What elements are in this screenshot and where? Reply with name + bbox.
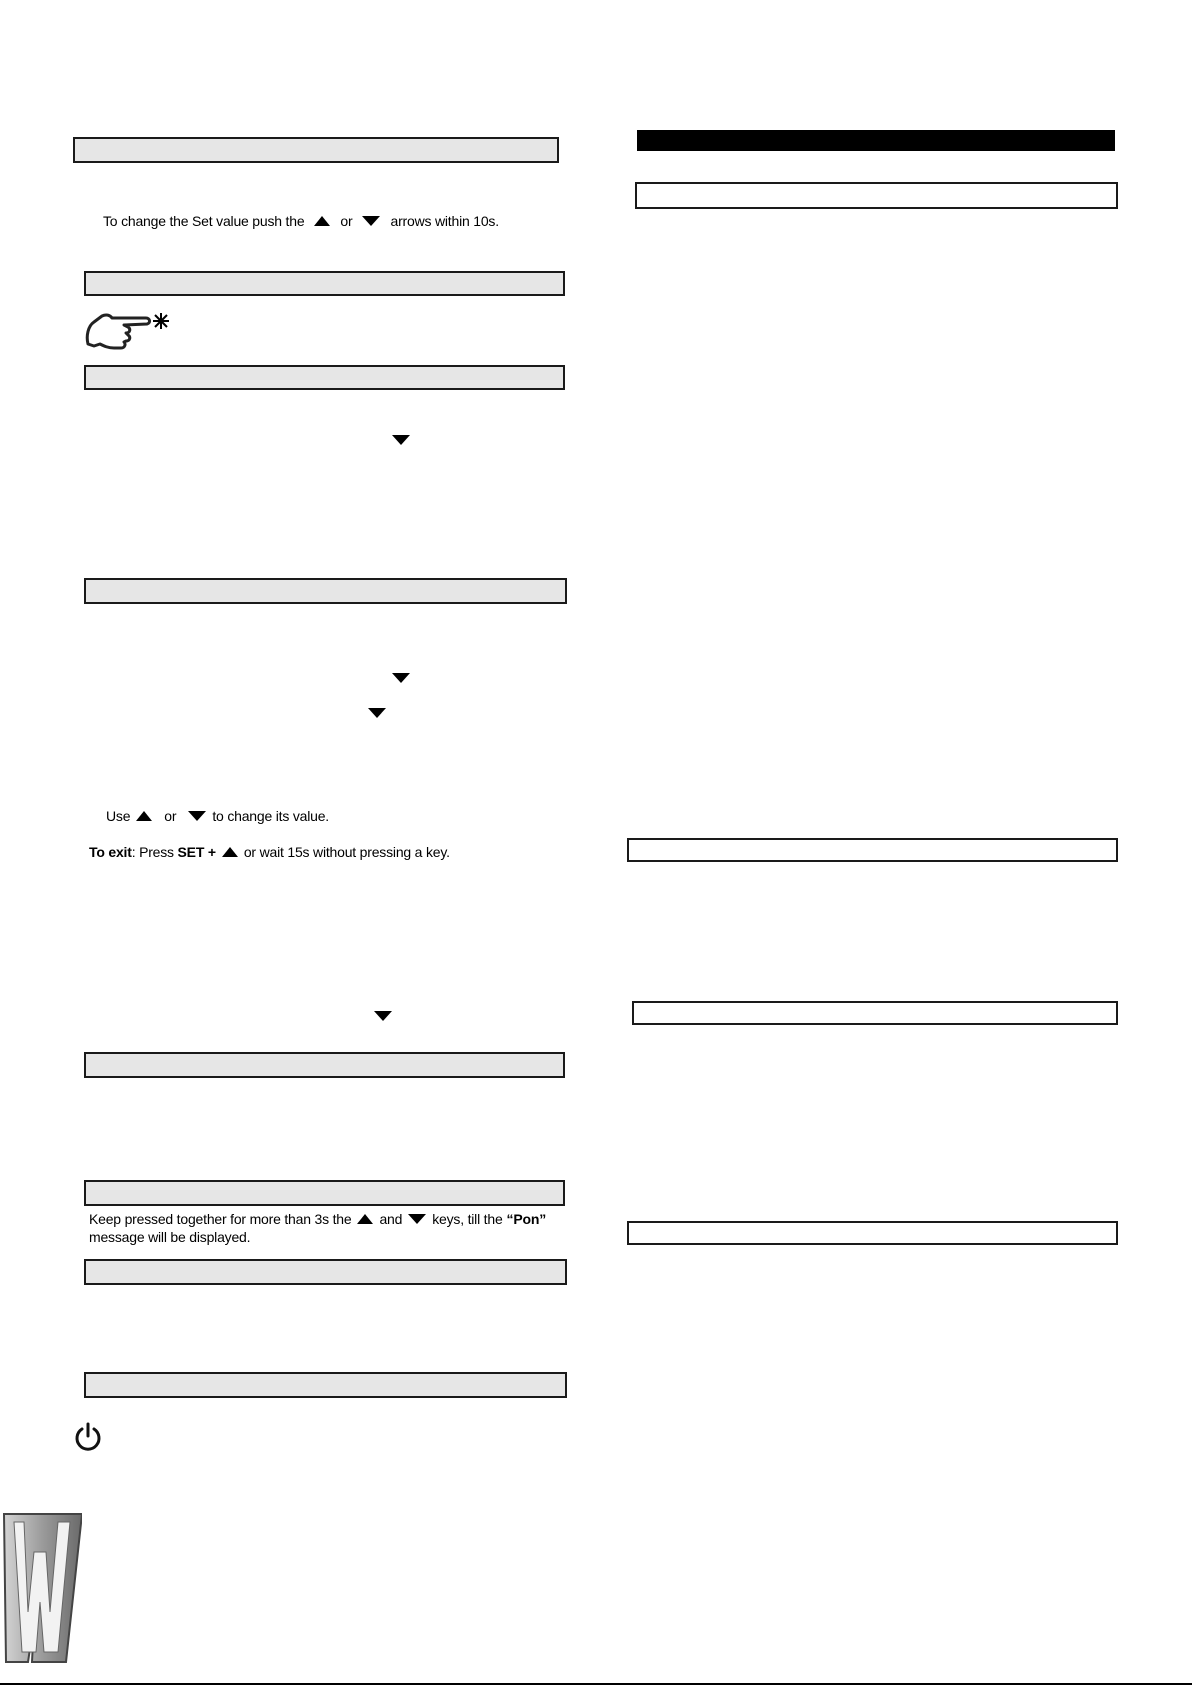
keep-pressed-line-2 xyxy=(89,1228,250,1246)
keep-pressed-text-2: keys, till the xyxy=(432,1211,503,1227)
section-header-bar-black xyxy=(637,130,1115,151)
use-suffix: to change its value. xyxy=(212,808,329,824)
section-header-bar-2 xyxy=(84,271,565,296)
keep-pressed-line-2-text: message will be displayed. xyxy=(89,1229,251,1245)
keep-pressed-line-1 xyxy=(89,1210,546,1228)
section-header-bar-9 xyxy=(635,182,1118,209)
down-arrow-icon xyxy=(408,1214,426,1224)
section-header-bar-4 xyxy=(84,578,567,604)
use-label: Use xyxy=(106,808,131,824)
keep-pressed-and: and xyxy=(379,1211,403,1227)
section-header-bar-11 xyxy=(632,1001,1118,1025)
pon-message: “Pon” xyxy=(506,1211,546,1227)
down-arrow-icon xyxy=(188,811,206,821)
set-change-prefix: To change the Set value push the xyxy=(103,213,305,229)
use-or: or xyxy=(164,808,177,824)
exit-text-1: : Press xyxy=(131,844,178,860)
set-change-or: or xyxy=(340,213,353,229)
down-arrow-icon xyxy=(368,708,386,718)
down-arrow-icon xyxy=(392,435,410,445)
section-header-bar-5 xyxy=(84,1052,565,1078)
section-header-bar-8 xyxy=(84,1372,567,1398)
snowflake-icon xyxy=(152,312,170,330)
section-header-bar-6 xyxy=(84,1180,565,1206)
up-arrow-icon xyxy=(222,847,238,857)
power-icon xyxy=(73,1421,103,1453)
section-header-bar-3 xyxy=(84,365,565,390)
w-logo xyxy=(0,1512,82,1664)
up-arrow-icon xyxy=(357,1214,373,1224)
down-arrow-icon xyxy=(392,673,410,683)
exit-label: To exit xyxy=(89,844,132,860)
up-arrow-icon xyxy=(314,216,330,226)
section-header-bar-12 xyxy=(627,1221,1118,1245)
down-arrow-icon xyxy=(362,216,380,226)
exit-text-2: or wait 15s without pressing a key. xyxy=(243,844,450,860)
keep-pressed-text-1: Keep pressed together for more than 3s the xyxy=(89,1211,352,1227)
exit-instruction xyxy=(89,843,450,861)
set-change-instruction xyxy=(103,212,499,230)
section-header-bar-10 xyxy=(627,838,1118,862)
set-change-suffix: arrows within 10s. xyxy=(390,213,499,229)
up-arrow-icon xyxy=(136,811,152,821)
section-header-bar-1 xyxy=(73,137,559,163)
down-arrow-icon xyxy=(374,1011,392,1021)
use-arrows-instruction xyxy=(106,807,329,825)
section-header-bar-7 xyxy=(84,1259,567,1285)
exit-set-plus: SET + xyxy=(177,844,216,860)
